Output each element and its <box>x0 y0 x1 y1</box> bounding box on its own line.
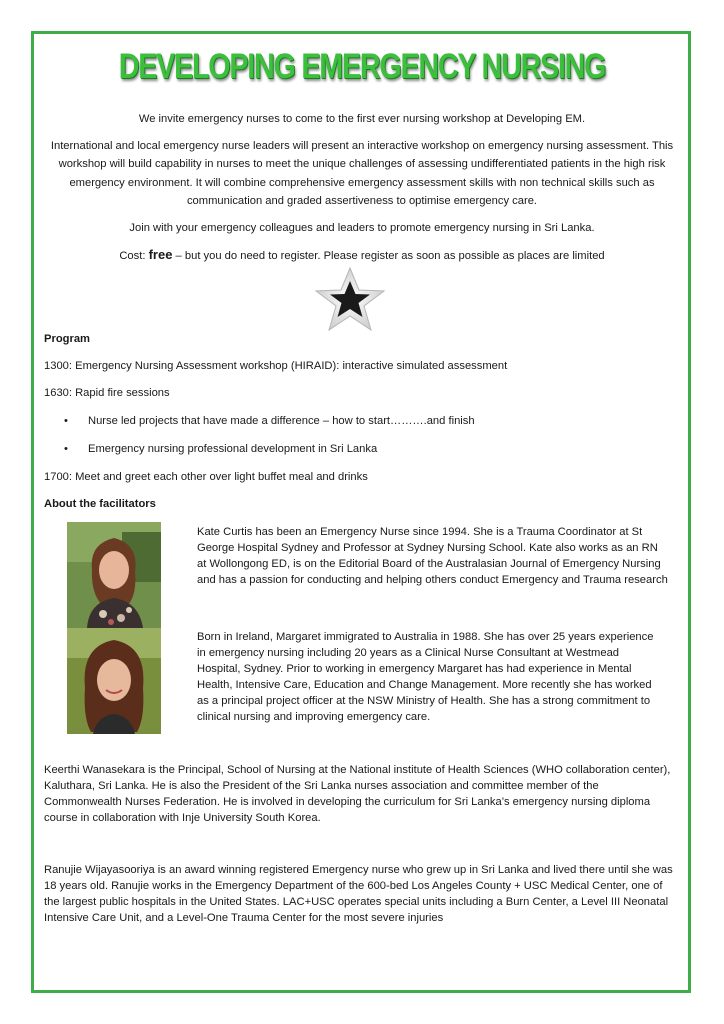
bullet-item-projects: Nurse led projects that have made a difference – how to start……….and finish <box>88 415 475 427</box>
program-item-1700: 1700: Meet and greet each other over light buffet meal and drinks <box>44 471 368 483</box>
bio-margaret: Born in Ireland, Margaret immigrated to Australia in 1988. She has over 25 years experience in emergency nursing including 20 years as a Clinical Nurse Consultant at Westmead Hospital, Sydney. Prior to working in emergency Margaret has had experience in Mental Health, Intensive Care, Education and Change Management. More recently she has worked as a principal project officer at the NSW Ministry of Health. She has a strong commitment to clinical nursing and improving emergency care. <box>197 631 654 724</box>
cost-line <box>44 246 680 265</box>
photo-kate <box>67 522 161 628</box>
bullet-item-development: Emergency nursing professional development in Sri Lanka <box>88 443 378 455</box>
bullet-dot: • <box>64 443 68 455</box>
intro-join: Join with your emergency colleagues and leaders to promote emergency nursing in Sri Lanka. <box>129 222 595 234</box>
bio-ranujie: Ranujie Wijayasooriya is an award winning registered Emergency nurse who grew up in Sri Lanka and lived there until she was 18 years old. Ranujie works in the Emergency Department of the 600-bed Los Angeles County + USC Medical Center, one of the largest public hospitals in the United States. LAC+USC operates special units including a Burn Center, a Level III Neonatal Intensive Care Unit, and a Level-One Trauma Center for the most severe injuries <box>44 864 673 925</box>
facilitators-heading: About the facilitators <box>44 498 156 510</box>
cost-value: free <box>148 247 173 262</box>
photo-margaret <box>67 628 161 734</box>
intro-invite: We invite emergency nurses to come to the first ever nursing workshop at Developing EM. <box>138 113 586 125</box>
bullet-dot: • <box>64 415 68 427</box>
program-item-1630: 1630: Rapid fire sessions <box>44 387 170 399</box>
cost-note: – but you do need to register. Please register as soon as possible as places are limited <box>172 250 605 262</box>
page-title: DEVELOPING EMERGENCY NURSING <box>118 47 606 86</box>
intro-description: International and local emergency nurse leaders will present an interactive workshop on emergency nursing assessment. This workshop will build capability in nurses to meet the unique challenges of assessing undifferentiated patients in the high risk emergency environment. It will combine comprehensive emergency assessment skills with non technical skills such as communication and graded assertiveness to optimise emergency care. <box>50 140 674 207</box>
program-item-1300: 1300: Emergency Nursing Assessment workshop (HIRAID): interactive simulated assessment <box>44 360 508 372</box>
star-icon <box>314 267 386 331</box>
bio-kate: Kate Curtis has been an Emergency Nurse since 1994. She is a Trauma Coordinator at St George Hospital Sydney and Professor at Sydney Nursing School. Kate also works as an RN at Wollongong ED, is on the Editorial Board of the Australasian Journal of Emergency Nursing and has a passion for conducting and helping others conduct Emergency and Trauma research <box>197 526 668 587</box>
cost-label: Cost: <box>119 250 149 262</box>
bio-keerthi: Keerthi Wanasekara is the Principal, School of Nursing at the National institute of Health Sciences (WHO collaboration center), Kaluthara, Sri Lanka. He is also the President of the Sri Lanka nurses association and committee member of the Commonwealth Nurses Federation. He is involved in developing the curriculum for Sri Lanka’s emergency nursing diploma course in collaboration with Inje University South Korea. <box>44 764 671 825</box>
program-heading: Program <box>44 333 91 345</box>
